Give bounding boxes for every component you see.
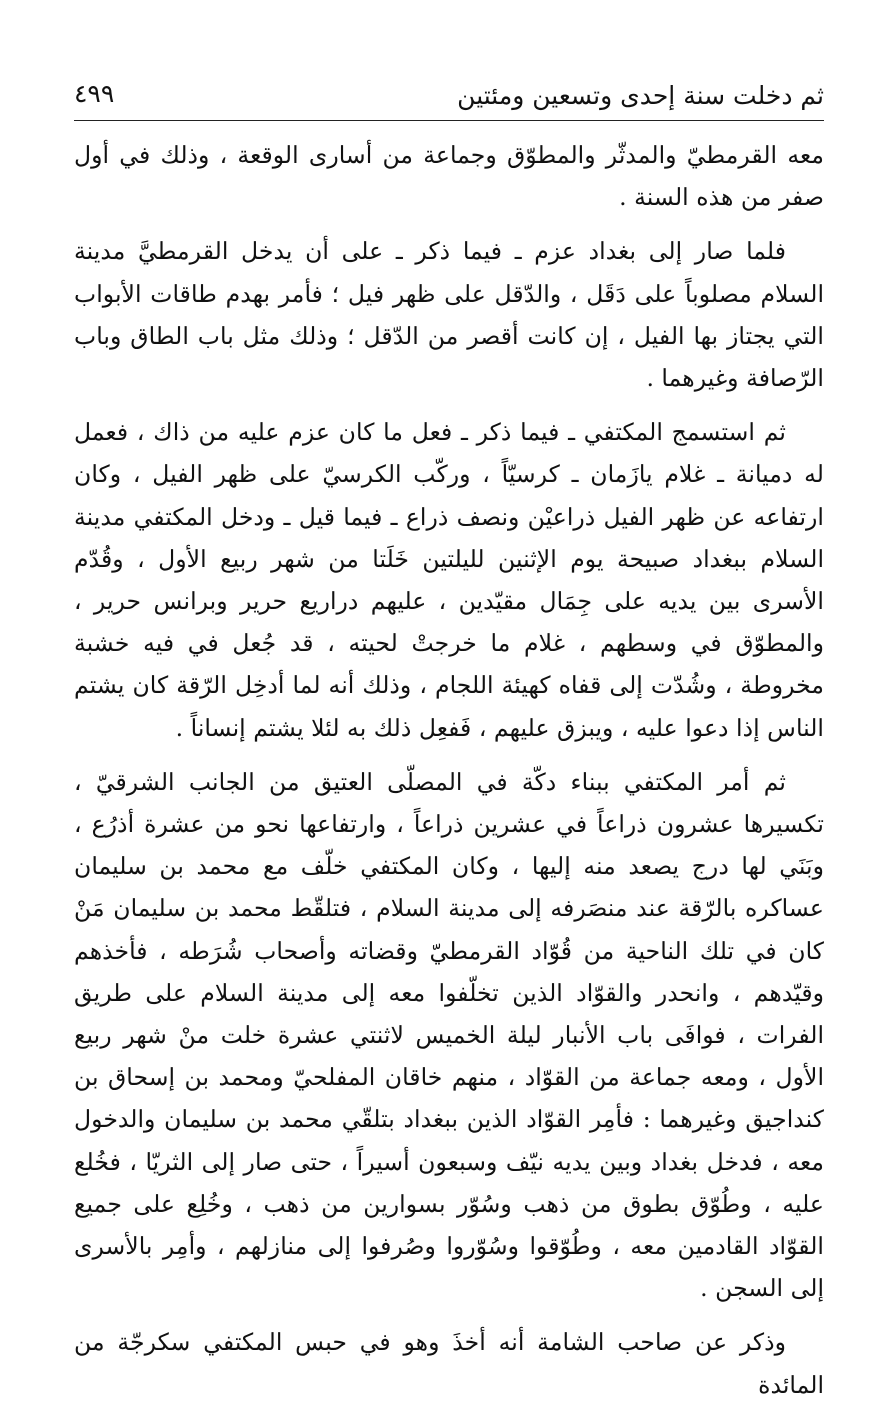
running-header — [74, 78, 824, 116]
paragraph-3: ثم استسمج المكتفي ـ فيما ذكر ـ فعل ما كان عزم عليه من ذاك ، فعمل له دميانة ـ غلام يازَمان ـ كرسيّاً ، وركّب الكرسيّ على ظهر الفيل ، وكان ارتفاعه عن ظهر الفيل ذراعيْن ونصف ذراع ـ فيما قيل ـ ودخل المكتفي مدينة السلام ببغداد صبيحة يوم الإثنين لليلتين خَلَتا من شهر ربيع الأول ، وقُدّم الأسرى بين يديه على جِمَال مقيّدين ، عليهم دراريع حرير وبرانس حرير ، والمطوّق في وسطهم ، غلام ما خرجتْ لحيته ، قد جُعل في فيه خشبة مخروطة ، وشُدّت إلى قفاه كهيئة اللجام ، وذلك أنه لما أدخِل الرّقة كان يشتم الناس إذا دعوا عليه ، ويبزق عليهم ، فَفعِل ذلك به لئلا يشتم إنساناً . — [74, 418, 824, 742]
body-text — [74, 134, 824, 1418]
paragraph-4: ثم أمر المكتفي ببناء دكّة في المصلّى العتيق من الجانب الشرقيّ ، تكسيرها عشرون ذراعاً في عشرين ذراعاً ، وارتفاعها نحو من عشرة أذرُع ، وبَنَي لها درج يصعد منه إليها ، وكان المكتفي خلّف مع محمد بن سليمان عساكره بالرّقة عند منصَرفه إلى مدينة السلام ، فتلقّط محمد بن سليمان مَنْ كان في تلك الناحية من قُوّاد القرمطيّ وقضاته وأصحاب شُرَطه ، فأخذهم وقيّدهم ، وانحدر والقوّاد الذين تخلّفوا معه إلى مدينة السلام على طريق الفرات ، فوافَى باب الأنبار ليلة الخميس لاثنتي عشرة خلت منْ شهر ربيع الأول ، ومعه جماعة من القوّاد ، منهم خاقان المفلحيّ ومحمد بن إسحاق بن كنداجيق وغيرهما : فأمِر القوّاد الذين ببغداد بتلقّي محمد بن سليمان والدخول معه ، فدخل بغداد وبين يديه نيّف وسبعون أسيراً ، حتى صار إلى الثريّا ، فخُلع عليه ، وطُوّق بطوق من ذهب وسُوّر بسوارين من ذهب ، وخُلِع على جميع القوّاد القادمين معه ، وطُوّقوا وسُوّروا وصُرفوا إلى منازلهم ، وأمِر بالأسرى إلى السجن . — [74, 767, 824, 1303]
paragraph-5: وذكر عن صاحب الشامة أنه أخذَ وهو في حبس المكتفي سكرجّة من المائدة — [74, 1328, 824, 1399]
page-number: ٤٩٩ — [74, 79, 115, 108]
header-rule — [74, 120, 824, 121]
paragraph-1: معه القرمطيّ والمدثّر والمطوّق وجماعة من أسارى الوقعة ، وذلك في أول صفر من هذه السنة . — [74, 141, 824, 212]
running-title: ثم دخلت سنة إحدى وتسعين ومئتين — [457, 81, 824, 110]
paragraph-2: فلما صار إلى بغداد عزم ـ فيما ذكر ـ على أن يدخل القرمطيَّ مدينة السلام مصلوباً على دَقَل ، والدّقل على ظهر فيل ؛ فأمر بهدم طاقات الأبواب التي يجتاز بها الفيل ، إن كانت أقصر من الدّقل ؛ وذلك مثل باب الطاق وباب الرّصافة وغيرهما . — [74, 237, 824, 393]
